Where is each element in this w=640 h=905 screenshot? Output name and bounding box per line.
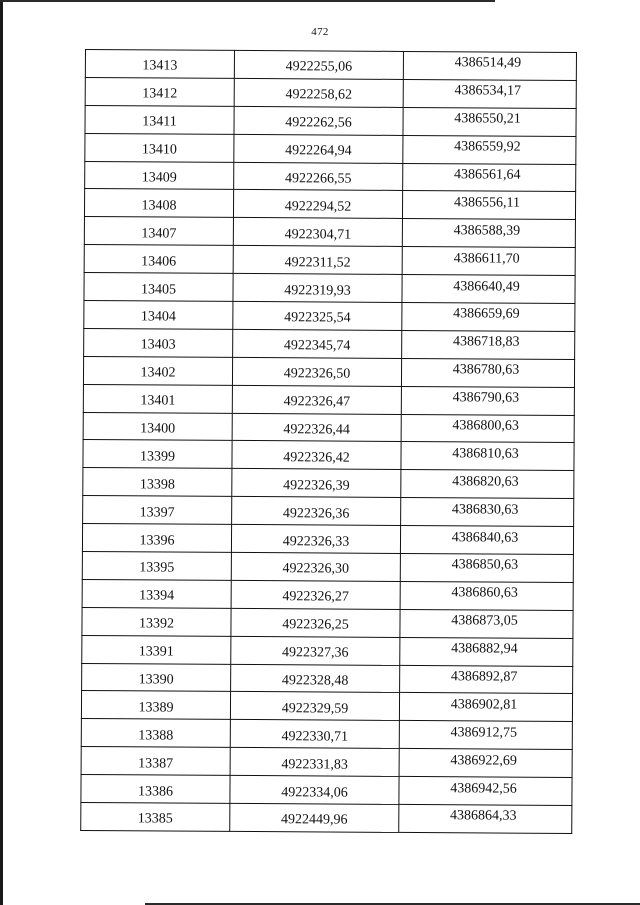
table-row: [83, 440, 574, 471]
cell-value: 4386556,11: [454, 195, 521, 211]
cell-value: 4386559,92: [454, 139, 521, 155]
cell-value: 4922294,52: [284, 199, 352, 215]
x-coordinate-cell: [230, 776, 399, 805]
cell-value: 4386850,63: [451, 557, 519, 574]
table-row: [84, 245, 575, 276]
cell-value: 4922326,39: [283, 478, 350, 494]
cell-value: 4386550,21: [454, 111, 521, 127]
point-number-cell: [84, 328, 233, 357]
x-coordinate-cell: [232, 441, 401, 470]
cell-value: 4922449,96: [280, 812, 348, 829]
cell-value: 4922304,71: [284, 227, 352, 243]
y-coordinate-cell: [400, 553, 573, 582]
cell-value: 4386534,17: [454, 83, 522, 99]
cell-value: 4922266,55: [284, 171, 352, 187]
cell-value: 13398: [139, 477, 175, 493]
cell-value: 4386942,56: [450, 780, 517, 797]
x-coordinate-cell: [230, 803, 399, 832]
point-number-cell: [83, 412, 232, 441]
x-coordinate-cell: [232, 385, 401, 414]
coordinates-table: [80, 49, 577, 834]
cell-value: 4922326,36: [282, 505, 350, 522]
y-coordinate-cell: [400, 609, 573, 638]
cell-value: 4386922,69: [450, 752, 517, 769]
cell-value: 4922262,56: [285, 115, 352, 131]
table-row: [82, 607, 573, 638]
point-number-cell: [83, 384, 232, 413]
point-number-cell: [85, 105, 234, 134]
table-row: [84, 328, 575, 359]
y-coordinate-cell: [403, 163, 576, 192]
point-number-cell: [82, 607, 231, 636]
point-number-cell: [82, 524, 231, 553]
x-coordinate-cell: [234, 162, 403, 191]
table-row: [85, 161, 576, 192]
table-row: [85, 133, 576, 164]
cell-value: 4386810,63: [452, 446, 519, 462]
cell-value: 4386902,81: [450, 697, 518, 713]
cell-value: 13397: [139, 505, 175, 521]
point-number-cell: [81, 691, 230, 720]
cell-value: 13411: [142, 114, 177, 130]
point-number-cell: [84, 189, 233, 218]
cell-value: 4922258,62: [285, 87, 353, 103]
scan-border-top: [0, 0, 495, 2]
cell-value: 13412: [142, 86, 178, 102]
cell-value: 4386659,69: [453, 306, 520, 323]
cell-value: 4922311,52: [284, 254, 351, 271]
cell-value: 4922330,71: [281, 729, 349, 745]
table-row: [81, 719, 572, 750]
cell-value: 13392: [138, 616, 175, 632]
x-coordinate-cell: [231, 608, 400, 637]
cell-value: 4922345,74: [283, 338, 351, 354]
x-coordinate-cell: [230, 720, 399, 749]
table-row: [84, 273, 575, 304]
cell-value: 4922326,33: [282, 533, 350, 550]
cell-value: 4922326,30: [282, 561, 350, 578]
x-coordinate-cell: [233, 329, 402, 358]
cell-value: 13386: [137, 783, 174, 800]
table-row: [83, 412, 574, 443]
cell-value: 13404: [140, 309, 176, 326]
cell-value: 4922264,94: [285, 143, 352, 159]
y-coordinate-cell: [401, 386, 574, 415]
y-coordinate-cell: [402, 247, 575, 276]
x-coordinate-cell: [233, 274, 402, 303]
x-coordinate-cell: [233, 301, 402, 330]
cell-value: 4386611,70: [453, 250, 520, 267]
cell-value: 13406: [141, 254, 177, 270]
y-coordinate-cell: [399, 749, 572, 778]
point-number-cell: [83, 356, 232, 385]
cell-value: 13408: [141, 198, 177, 214]
cell-value: 13396: [139, 532, 175, 549]
point-number-cell: [84, 245, 233, 274]
x-coordinate-cell: [233, 190, 402, 219]
point-number-cell: [83, 496, 232, 525]
cell-value: 4386830,63: [451, 501, 519, 518]
y-coordinate-cell: [399, 721, 572, 750]
point-number-cell: [82, 635, 231, 664]
y-coordinate-cell: [401, 498, 574, 527]
coordinates-table-body: [81, 50, 577, 834]
y-coordinate-cell: [402, 191, 575, 220]
x-coordinate-cell: [231, 636, 400, 665]
cell-value: 13387: [138, 756, 174, 772]
cell-value: 4386640,49: [453, 278, 520, 295]
cell-value: 13400: [140, 421, 176, 437]
table-row: [85, 105, 576, 136]
cell-value: 4386780,63: [452, 362, 520, 378]
cell-value: 4922326,50: [283, 366, 351, 382]
table-row: [82, 524, 573, 555]
cell-value: 4922325,54: [284, 310, 351, 327]
table-row: [85, 50, 576, 81]
x-coordinate-cell: [233, 246, 402, 275]
page-number: 472: [311, 26, 329, 38]
cell-value: 4386882,94: [451, 641, 518, 657]
y-coordinate-cell: [402, 275, 575, 304]
cell-value: 4922255,06: [285, 59, 353, 76]
cell-value: 4386718,83: [452, 334, 520, 351]
table-row: [81, 803, 572, 834]
cell-value: 4922331,83: [281, 756, 348, 773]
table-row: [83, 468, 574, 499]
cell-value: 4922326,44: [283, 422, 350, 438]
y-coordinate-cell: [401, 414, 574, 443]
x-coordinate-cell: [231, 552, 400, 581]
y-coordinate-cell: [403, 135, 576, 164]
point-number-cell: [81, 803, 230, 832]
point-number-cell: [84, 273, 233, 302]
x-coordinate-cell: [233, 218, 402, 247]
y-coordinate-cell: [401, 442, 574, 471]
y-coordinate-cell: [402, 330, 575, 359]
x-coordinate-cell: [234, 134, 403, 163]
cell-value: 4922326,27: [282, 589, 349, 605]
cell-value: 13395: [139, 560, 175, 577]
cell-value: 13389: [138, 700, 174, 716]
table-row: [81, 747, 572, 778]
point-number-cell: [85, 50, 234, 79]
point-number-cell: [85, 161, 234, 190]
y-coordinate-cell: [401, 358, 574, 387]
cell-value: 13413: [142, 58, 178, 75]
point-number-cell: [84, 301, 233, 330]
table-row: [84, 301, 575, 332]
point-number-cell: [82, 663, 231, 692]
y-coordinate-cell: [400, 526, 573, 555]
y-coordinate-cell: [400, 665, 573, 694]
point-number-cell: [85, 77, 234, 106]
cell-value: 13409: [141, 170, 177, 186]
x-coordinate-cell: [234, 50, 403, 79]
cell-value: 13385: [137, 811, 173, 828]
y-coordinate-cell: [403, 107, 576, 136]
point-number-cell: [83, 440, 232, 469]
cell-value: 4386860,63: [451, 585, 518, 602]
x-coordinate-cell: [232, 469, 401, 498]
y-coordinate-cell: [403, 51, 576, 80]
x-coordinate-cell: [231, 580, 400, 609]
point-number-cell: [81, 775, 230, 804]
cell-value: 4386892,87: [450, 669, 518, 685]
y-coordinate-cell: [402, 302, 575, 331]
table-row: [82, 579, 573, 610]
cell-value: 4386588,39: [453, 223, 521, 239]
table-row: [84, 217, 575, 248]
table-row: [83, 496, 574, 527]
cell-value: 4386514,49: [454, 55, 522, 72]
x-coordinate-cell: [231, 664, 400, 693]
table-row: [81, 775, 572, 806]
cell-value: 13405: [140, 281, 177, 298]
cell-value: 4386912,75: [450, 725, 518, 741]
table-row: [85, 77, 576, 108]
table-row: [82, 635, 573, 666]
cell-value: 4922326,47: [283, 394, 351, 410]
point-number-cell: [85, 133, 234, 162]
point-number-cell: [82, 579, 231, 608]
table-row: [84, 189, 575, 220]
cell-value: 13410: [141, 142, 177, 158]
cell-value: 13391: [138, 644, 174, 660]
cell-value: 4922326,25: [282, 617, 349, 633]
x-coordinate-cell: [234, 106, 403, 135]
cell-value: 13388: [138, 728, 174, 744]
cell-value: 4922319,93: [284, 282, 351, 299]
cell-value: 4386864,33: [450, 808, 517, 825]
cell-value: 13399: [139, 449, 176, 465]
table-row: [81, 691, 572, 722]
table-row: [83, 384, 574, 415]
point-number-cell: [83, 468, 232, 497]
x-coordinate-cell: [232, 357, 401, 386]
x-coordinate-cell: [234, 78, 403, 107]
cell-value: 13401: [140, 393, 176, 409]
x-coordinate-cell: [232, 497, 401, 526]
table-row: [82, 552, 573, 583]
cell-value: 13403: [140, 337, 176, 353]
point-number-cell: [81, 747, 230, 776]
y-coordinate-cell: [401, 470, 574, 499]
cell-value: 4386561,64: [453, 167, 521, 183]
x-coordinate-cell: [232, 413, 401, 442]
cell-value: 4922329,59: [281, 701, 349, 717]
y-coordinate-cell: [402, 219, 575, 248]
scan-border-left: [0, 0, 3, 905]
x-coordinate-cell: [230, 748, 399, 777]
cell-value: 4386800,63: [452, 418, 519, 434]
cell-value: 4386840,63: [451, 529, 519, 546]
cell-value: 4922327,36: [282, 645, 349, 661]
cell-value: 13394: [139, 588, 175, 604]
y-coordinate-cell: [399, 693, 572, 722]
y-coordinate-cell: [400, 581, 573, 610]
cell-value: 4386820,63: [452, 474, 519, 490]
y-coordinate-cell: [399, 804, 572, 833]
x-coordinate-cell: [230, 692, 399, 721]
table-row: [82, 663, 573, 694]
cell-value: 4922326,42: [283, 450, 350, 466]
y-coordinate-cell: [400, 637, 573, 666]
x-coordinate-cell: [231, 525, 400, 554]
cell-value: 13402: [140, 365, 176, 381]
cell-value: 13407: [141, 226, 177, 242]
cell-value: 13390: [138, 672, 174, 688]
y-coordinate-cell: [399, 777, 572, 806]
cell-value: 4922334,06: [281, 784, 348, 801]
cell-value: 4386873,05: [451, 613, 518, 629]
cell-value: 4922328,48: [281, 673, 349, 689]
y-coordinate-cell: [403, 79, 576, 108]
point-number-cell: [81, 719, 230, 748]
table-row: [83, 356, 574, 387]
point-number-cell: [82, 552, 231, 581]
cell-value: 4386790,63: [452, 390, 520, 406]
point-number-cell: [84, 217, 233, 246]
